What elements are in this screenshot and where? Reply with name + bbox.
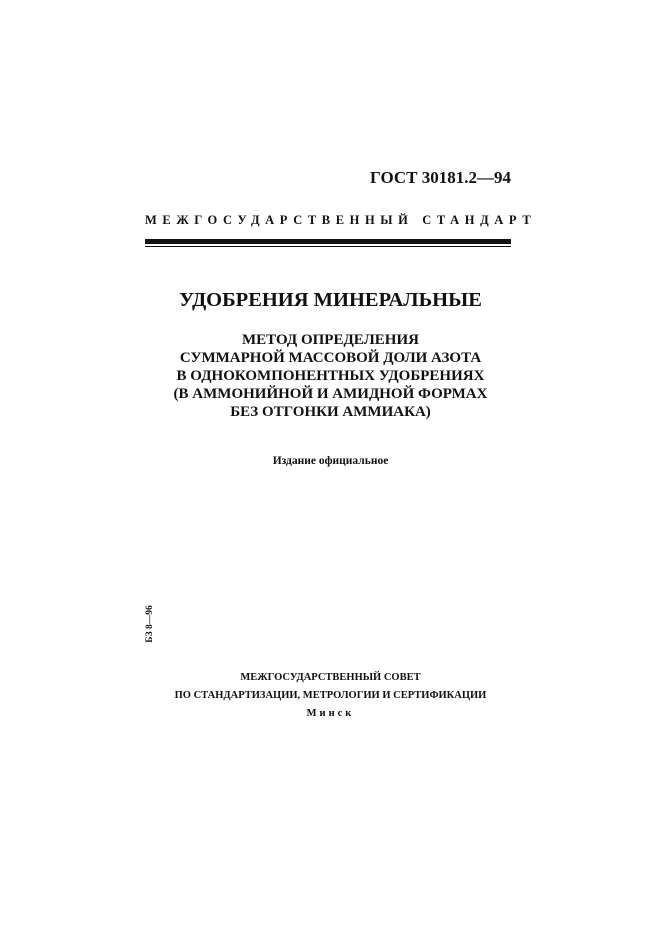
header-rule-thin	[145, 246, 511, 247]
standard-type-heading: МЕЖГОСУДАРСТВЕННЫЙ СТАНДАРТ	[145, 213, 537, 227]
subtitle-line: СУММАРНОЙ МАССОВОЙ ДОЛИ АЗОТА	[179, 350, 482, 366]
publisher-line-2: ПО СТАНДАРТИЗАЦИИ, МЕТРОЛОГИИ И СЕРТИФИКАЦИИ	[174, 690, 487, 701]
subtitle-line: МЕТОД ОПРЕДЕЛЕНИЯ	[242, 332, 419, 348]
gost-number: ГОСТ 30181.2—94	[370, 168, 511, 187]
document-title: УДОБРЕНИЯ МИНЕРАЛЬНЫЕ	[179, 289, 482, 311]
document-subtitle	[0, 331, 661, 421]
side-code: БЗ 8—96	[145, 605, 155, 643]
publisher-block	[0, 669, 661, 723]
publisher-city: Минск	[306, 708, 355, 719]
subtitle-line: В ОДНОКОМПОНЕНТНЫХ УДОБРЕНИЯХ	[176, 368, 485, 384]
subtitle-line: (В АММОНИЙНОЙ И АМИДНОЙ ФОРМАХ	[173, 386, 488, 402]
edition-note: Издание официальное	[272, 455, 389, 467]
header-rule-thick	[145, 239, 511, 244]
subtitle-line: БЕЗ ОТГОНКИ АММИАКА)	[230, 404, 431, 420]
publisher-line-1: МЕЖГОСУДАРСТВЕННЫЙ СОВЕТ	[240, 672, 421, 683]
